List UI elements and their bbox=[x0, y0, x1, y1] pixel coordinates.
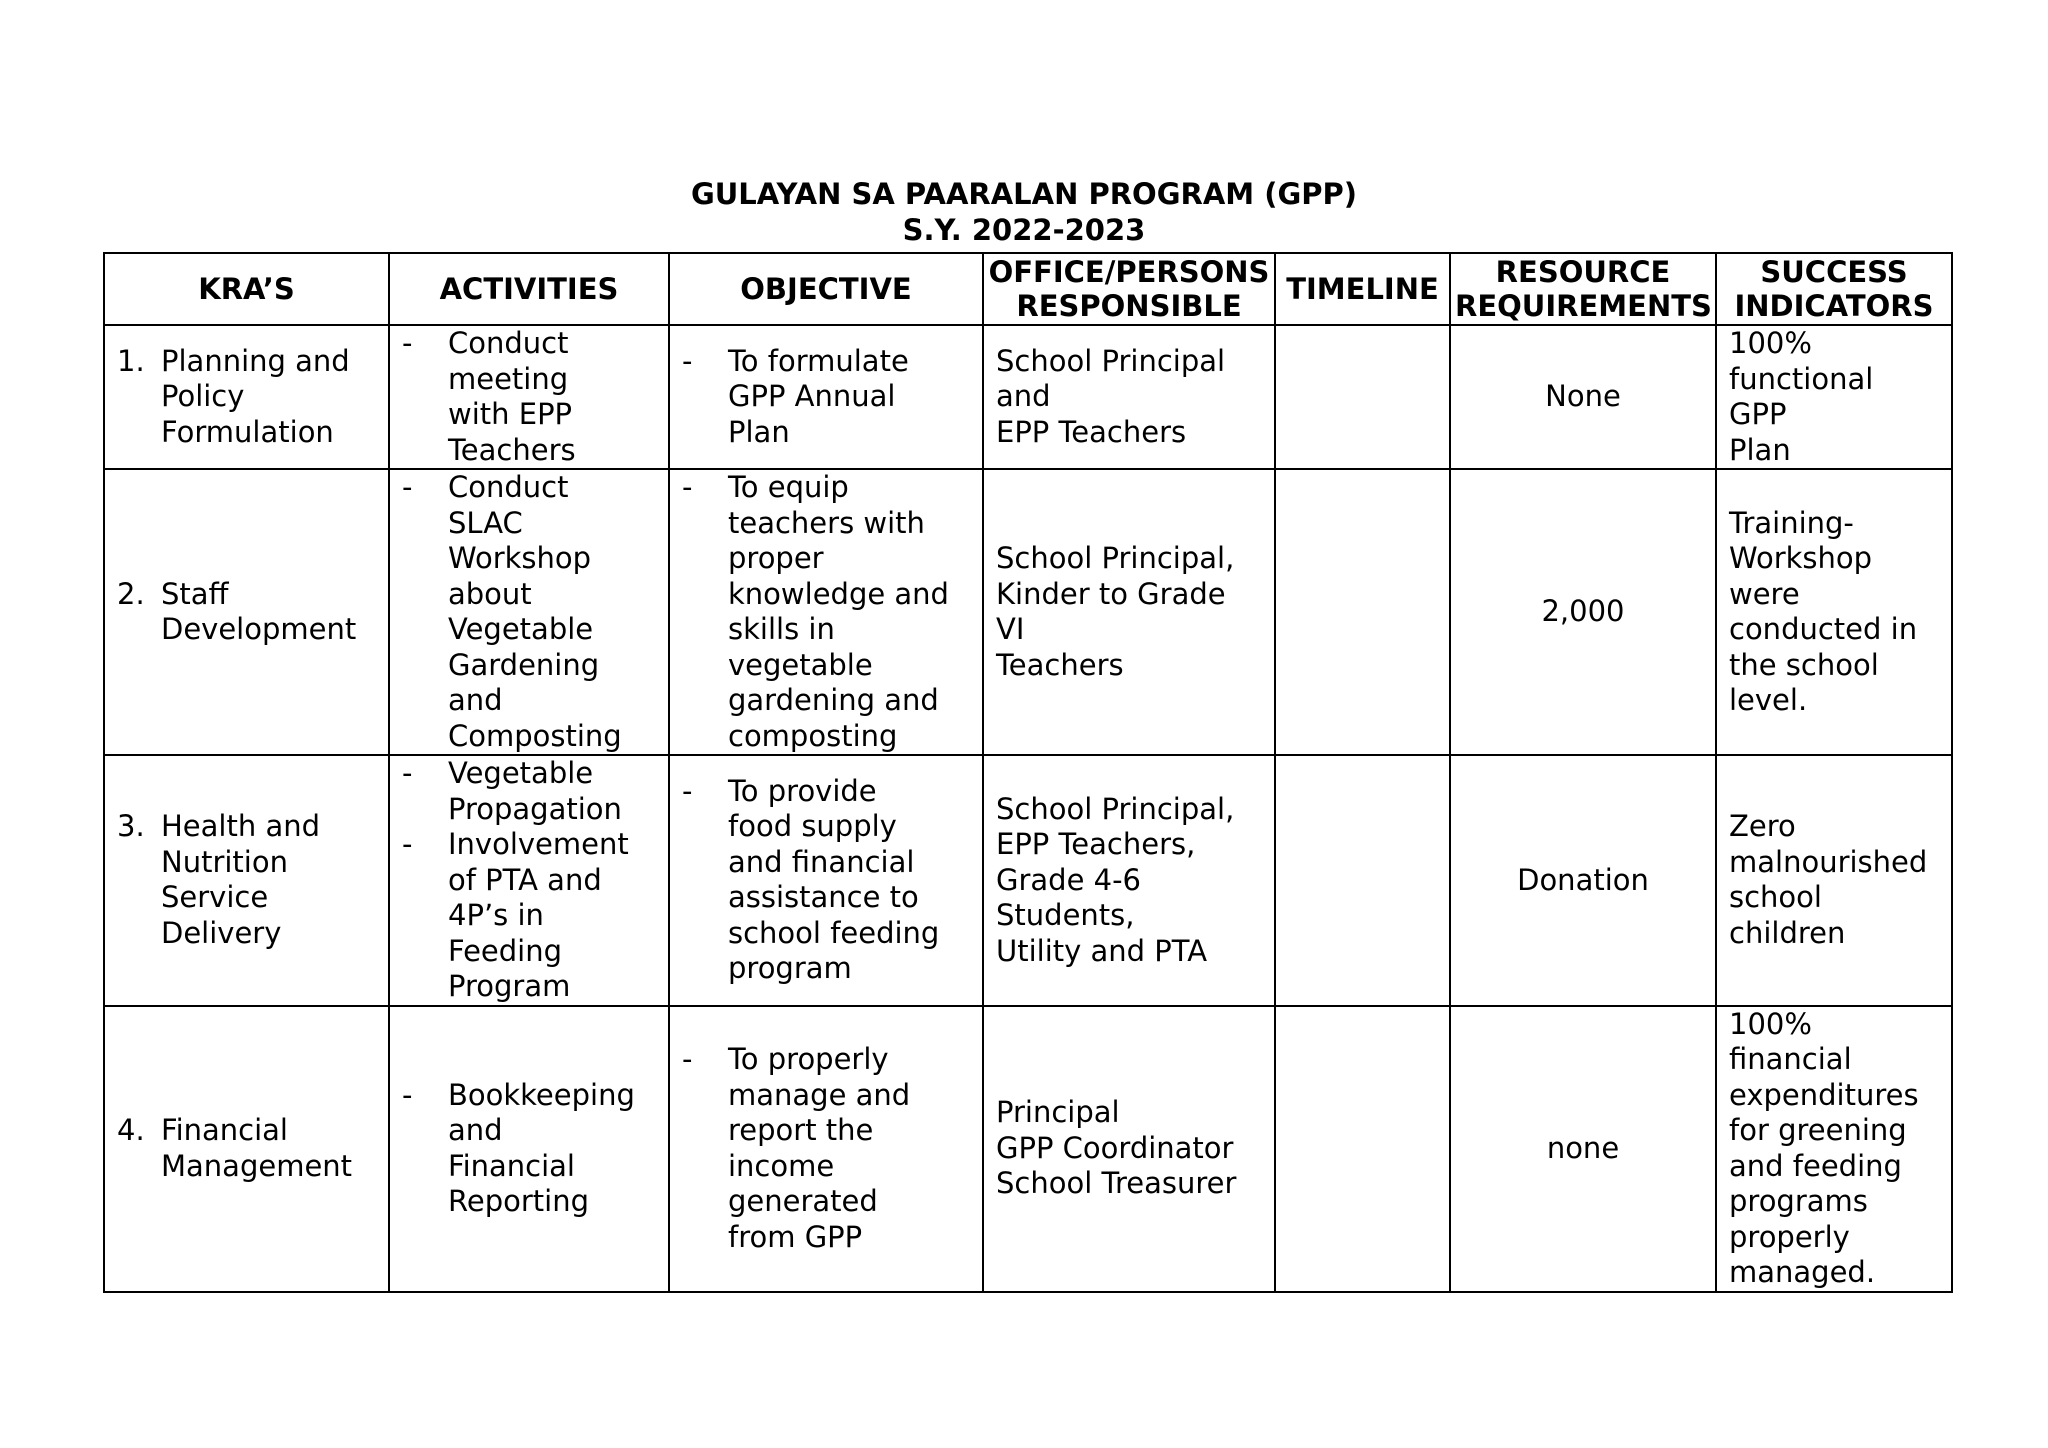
bullet-line: Propagation bbox=[448, 791, 622, 826]
success-line: Training- bbox=[1729, 505, 1854, 540]
success-indicator-cell bbox=[1716, 1006, 1952, 1292]
activities-cell bbox=[389, 325, 669, 469]
kra-line: Nutrition bbox=[161, 844, 288, 879]
bullet-line: report the bbox=[728, 1113, 874, 1147]
table-row bbox=[104, 325, 1952, 469]
objective-cell bbox=[669, 469, 983, 755]
resource-cell: 2,000 bbox=[1450, 469, 1716, 755]
success-line: expenditures bbox=[1729, 1077, 1919, 1112]
success-line: malnourished bbox=[1729, 844, 1928, 879]
bullet-line: manage and bbox=[728, 1077, 911, 1112]
success-line: 100% financial bbox=[1729, 1006, 1852, 1076]
bullet-line: with EPP bbox=[448, 397, 573, 431]
kra-line: Planning and bbox=[161, 343, 350, 378]
bullet-line: Conduct bbox=[448, 470, 569, 504]
activities-cell bbox=[389, 1006, 669, 1292]
bullet-dash: - bbox=[402, 827, 413, 861]
bullet-line: 4P’s in bbox=[448, 898, 544, 932]
bullet-line: generated bbox=[728, 1184, 878, 1218]
bullet-line: Conduct bbox=[448, 326, 569, 360]
kra-cell bbox=[104, 469, 389, 755]
resource-cell: Donation bbox=[1450, 755, 1716, 1006]
activities-cell bbox=[389, 755, 669, 1006]
success-line: and feeding bbox=[1729, 1148, 1902, 1183]
bullet-line: GPP Annual bbox=[728, 379, 896, 414]
objective-item bbox=[682, 1042, 970, 1255]
bullet-line: about bbox=[448, 576, 532, 611]
bullet-line: program bbox=[728, 951, 852, 986]
office-line: EPP Teachers bbox=[996, 414, 1187, 449]
bullet-dash: - bbox=[402, 1077, 413, 1112]
success-line: Zero bbox=[1729, 809, 1796, 844]
activity-item bbox=[402, 827, 656, 1005]
success-line: school children bbox=[1729, 880, 1846, 950]
kra-line: Staff bbox=[161, 576, 229, 611]
kra-line: Delivery bbox=[161, 915, 282, 950]
success-line: for greening bbox=[1729, 1113, 1907, 1147]
activity-item bbox=[402, 1078, 656, 1220]
resource-cell: None bbox=[1450, 325, 1716, 469]
bullet-line: assistance to bbox=[728, 880, 919, 915]
bullet-line: SLAC bbox=[448, 505, 523, 540]
school-year: S.Y. 2022-2023 bbox=[902, 213, 1146, 247]
kra-cell bbox=[104, 1006, 389, 1292]
bullet-dash: - bbox=[682, 343, 693, 378]
resource-cell: none bbox=[1450, 1006, 1716, 1292]
bullet-line: composting bbox=[728, 718, 898, 753]
bullet-line: teachers with bbox=[728, 505, 925, 540]
success-indicator-cell bbox=[1716, 755, 1952, 1006]
bullet-line: food supply bbox=[728, 809, 897, 844]
timeline-cell bbox=[1275, 1006, 1450, 1292]
office-persons-cell bbox=[983, 469, 1275, 755]
bullet-dash: - bbox=[402, 326, 413, 360]
kra-line: Development bbox=[161, 612, 357, 646]
kra-cell bbox=[104, 755, 389, 1006]
header-timeline: TIMELINE bbox=[1275, 253, 1450, 325]
header-objective: OBJECTIVE bbox=[669, 253, 983, 325]
bullet-line: and bbox=[448, 1113, 503, 1147]
kra-item bbox=[117, 809, 376, 951]
bullet-dash: - bbox=[682, 1042, 693, 1076]
activities-cell bbox=[389, 469, 669, 755]
success-line: 100% bbox=[1729, 326, 1812, 360]
success-line: Workshop were bbox=[1729, 541, 1873, 611]
header-kra: KRA’S bbox=[104, 253, 389, 325]
activity-item bbox=[402, 326, 656, 468]
activity-item bbox=[402, 756, 656, 827]
kra-line: Policy bbox=[161, 379, 245, 414]
success-line: the school level. bbox=[1729, 647, 1879, 717]
kra-item bbox=[117, 1113, 376, 1184]
bullet-line: To properly bbox=[728, 1042, 889, 1076]
activity-item bbox=[402, 470, 656, 754]
office-line: GPP Coordinator bbox=[996, 1130, 1234, 1165]
bullet-line: To provide bbox=[728, 773, 877, 808]
bullet-line: Composting bbox=[448, 718, 622, 753]
bullet-dash: - bbox=[402, 470, 413, 504]
office-line: Principal bbox=[996, 1095, 1120, 1130]
kra-item bbox=[117, 344, 376, 451]
bullet-line: of PTA and bbox=[448, 862, 602, 897]
kra-line: Management bbox=[161, 1148, 353, 1183]
bullet-line: vegetable bbox=[728, 647, 873, 682]
office-line: EPP Teachers, bbox=[996, 827, 1196, 861]
success-indicator-cell bbox=[1716, 325, 1952, 469]
bullet-line: and bbox=[448, 683, 503, 717]
timeline-cell bbox=[1275, 755, 1450, 1006]
bullet-line: proper bbox=[728, 541, 824, 575]
header-activities: ACTIVITIES bbox=[389, 253, 669, 325]
office-persons-cell bbox=[983, 325, 1275, 469]
bullet-line: Vegetable bbox=[448, 612, 594, 646]
success-line: Plan bbox=[1729, 432, 1791, 467]
kra-line: Financial bbox=[161, 1113, 288, 1147]
bullet-dash: - bbox=[682, 773, 693, 808]
objective-item bbox=[682, 344, 970, 451]
bullet-line: Workshop bbox=[448, 541, 592, 575]
kra-item bbox=[117, 577, 376, 648]
bullet-line: Plan bbox=[728, 414, 790, 449]
objective-cell bbox=[669, 1006, 983, 1292]
office-line: Kinder to Grade VI bbox=[996, 576, 1226, 646]
success-line: managed. bbox=[1729, 1255, 1876, 1289]
header-success-indicators: SUCCESS INDICATORS bbox=[1716, 253, 1952, 325]
kra-line: Service bbox=[161, 880, 269, 915]
objective-item bbox=[682, 774, 970, 987]
kra-line: Health and bbox=[161, 809, 321, 844]
kra-number: 1. bbox=[117, 343, 145, 378]
success-line: properly bbox=[1729, 1219, 1850, 1254]
success-line: conducted in bbox=[1729, 612, 1918, 646]
bullet-line: and financial bbox=[728, 844, 915, 879]
bullet-line: income bbox=[728, 1148, 835, 1183]
document-title: GULAYAN SA PAARALAN PROGRAM (GPP) bbox=[690, 177, 1358, 211]
bullet-line: gardening and bbox=[728, 683, 939, 717]
office-line: School Principal, bbox=[996, 791, 1235, 826]
office-persons-cell bbox=[983, 1006, 1275, 1292]
header-office-persons-responsible: OFFICE/PERSONS RESPONSIBLE bbox=[983, 253, 1275, 325]
table-row bbox=[104, 469, 1952, 755]
timeline-cell bbox=[1275, 469, 1450, 755]
bullet-line: Teachers bbox=[448, 432, 576, 467]
table-body bbox=[104, 325, 1952, 1292]
table-row bbox=[104, 755, 1952, 1006]
office-line: School Treasurer bbox=[996, 1166, 1237, 1201]
office-line: School Principal and bbox=[996, 343, 1226, 414]
bullet-line: skills in bbox=[728, 612, 835, 646]
bullet-line: meeting bbox=[448, 361, 569, 396]
bullet-line: Program bbox=[448, 969, 571, 1003]
kra-number: 3. bbox=[117, 809, 145, 844]
timeline-cell bbox=[1275, 325, 1450, 469]
kra-number: 4. bbox=[117, 1113, 145, 1147]
bullet-dash: - bbox=[682, 470, 693, 504]
success-line: functional GPP bbox=[1729, 361, 1874, 431]
bullet-line: Reporting bbox=[448, 1184, 589, 1218]
header-row bbox=[104, 253, 1952, 325]
objective-item bbox=[682, 470, 970, 754]
bullet-line: from GPP bbox=[728, 1219, 863, 1254]
bullet-line: Bookkeeping bbox=[448, 1077, 635, 1112]
office-persons-cell bbox=[983, 755, 1275, 1006]
office-line: Teachers bbox=[996, 647, 1124, 682]
table-row bbox=[104, 1006, 1952, 1292]
kra-line: Formulation bbox=[161, 414, 334, 449]
office-line: Grade 4-6 Students, bbox=[996, 862, 1141, 932]
objective-cell bbox=[669, 755, 983, 1006]
gpp-plan-table bbox=[103, 252, 1953, 1293]
success-line: programs bbox=[1729, 1184, 1868, 1218]
kra-cell bbox=[104, 325, 389, 469]
bullet-line: Gardening bbox=[448, 647, 600, 682]
document-header bbox=[0, 176, 2048, 248]
bullet-line: school feeding bbox=[728, 915, 940, 950]
bullet-line: Involvement bbox=[448, 827, 629, 861]
bullet-line: Vegetable bbox=[448, 756, 594, 790]
kra-number: 2. bbox=[117, 576, 145, 611]
bullet-line: Financial bbox=[448, 1148, 575, 1183]
header-resource-requirements: RESOURCE REQUIREMENTS bbox=[1450, 253, 1716, 325]
objective-cell bbox=[669, 325, 983, 469]
office-line: School Principal, bbox=[996, 541, 1235, 575]
bullet-line: knowledge and bbox=[728, 576, 949, 611]
office-line: Utility and PTA bbox=[996, 933, 1208, 968]
bullet-line: To formulate bbox=[728, 343, 909, 378]
bullet-line: To equip bbox=[728, 470, 849, 504]
bullet-dash: - bbox=[402, 756, 413, 790]
bullet-line: Feeding bbox=[448, 933, 563, 968]
success-indicator-cell bbox=[1716, 469, 1952, 755]
